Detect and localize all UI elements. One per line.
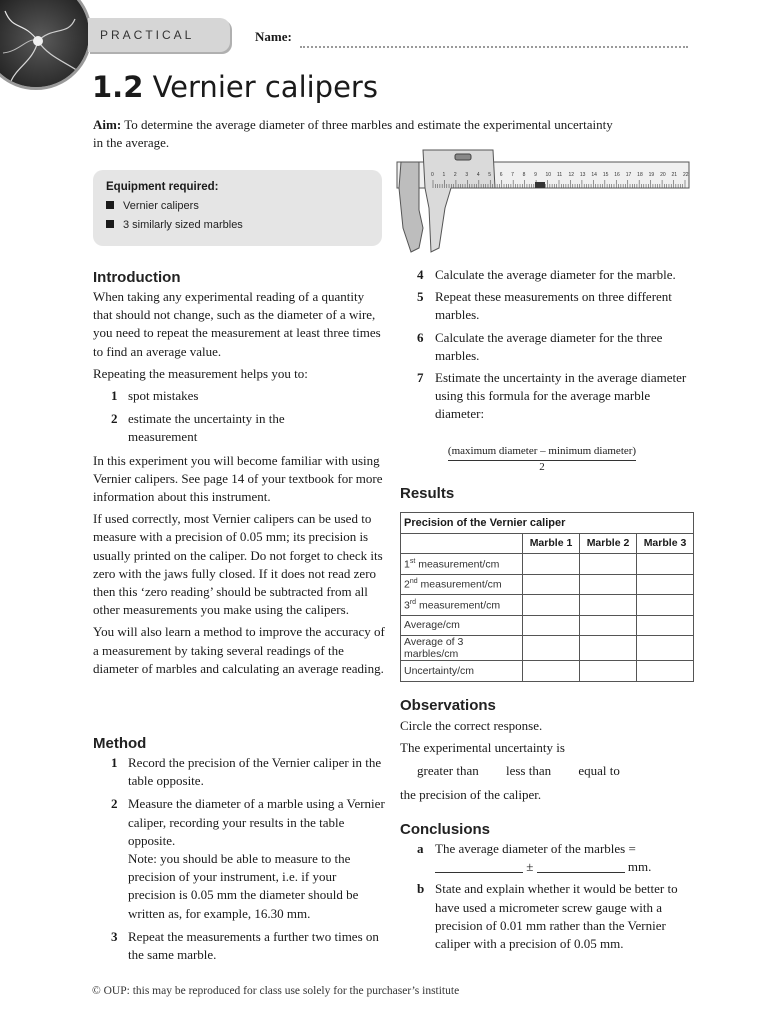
input-cell[interactable]	[523, 574, 580, 595]
option-less-than[interactable]: less than	[505, 763, 552, 778]
aim-label: Aim:	[93, 117, 122, 132]
input-cell[interactable]	[580, 595, 637, 616]
table-row	[401, 554, 694, 575]
item-label: b	[417, 881, 425, 897]
input-cell[interactable]	[523, 636, 580, 661]
scale-tick-label: 22	[683, 172, 689, 178]
list-text: estimate the uncertainty in the measurement	[128, 411, 285, 445]
scale-tick-label: 8	[522, 172, 526, 178]
method-heading: Method	[93, 735, 147, 752]
input-cell[interactable]	[580, 554, 637, 575]
option-equal-to[interactable]: equal to	[578, 763, 620, 778]
equipment-item	[106, 200, 199, 212]
observations-options	[417, 762, 644, 780]
plus-minus-sign: ±	[526, 859, 534, 875]
method-steps-right	[400, 266, 700, 428]
table-row	[401, 615, 694, 636]
scale-tick-label: 20	[660, 172, 666, 178]
row-label: 1st measurement/cm	[401, 554, 523, 575]
introduction-paragraph: Repeating the measurement helps you to:	[93, 365, 308, 381]
conclusion-item-a	[400, 840, 697, 876]
equipment-title: Equipment required:	[106, 181, 219, 193]
step-number: 3	[111, 928, 118, 944]
scale-tick-label: 12	[568, 172, 575, 178]
scale-tick-label: 2	[453, 172, 457, 178]
uncertainty-input-line[interactable]	[537, 860, 625, 873]
method-step	[93, 795, 385, 922]
table-caption: Precision of the Vernier caliper	[401, 513, 694, 534]
conclusion-item-b	[400, 880, 697, 953]
input-cell[interactable]	[580, 574, 637, 595]
input-cell[interactable]	[523, 615, 580, 636]
scale-tick-label: 19	[648, 172, 655, 178]
footer-copyright: © OUP: this may be reproduced for class use solely for the purchaser’s institute	[92, 985, 460, 997]
column-header: Marble 3	[637, 533, 694, 554]
introduction-heading: Introduction	[93, 269, 181, 286]
input-cell[interactable]	[580, 636, 637, 661]
section-label: PRACTICAL	[100, 28, 195, 42]
unit-label: mm.	[627, 859, 652, 875]
table-row	[401, 574, 694, 595]
bullet-square-icon	[106, 220, 114, 228]
step-text: Repeat these measurements on three different marbles.	[435, 289, 672, 323]
scale-tick-label: 1	[442, 172, 446, 178]
name-label: Name:	[255, 29, 292, 44]
step-text: Calculate the average diameter for the marble.	[435, 267, 676, 282]
table-header-row	[401, 533, 694, 554]
introduction-section	[93, 288, 385, 678]
row-label: Average/cm	[401, 615, 523, 636]
uncertainty-formula	[417, 445, 667, 474]
vernier-caliper-illustration	[395, 148, 695, 258]
scale-tick-label: 4	[476, 172, 480, 178]
step-number: 7	[417, 370, 424, 386]
scale-tick-label: 11	[557, 172, 563, 178]
input-cell[interactable]	[637, 574, 694, 595]
page-title	[92, 70, 378, 104]
practical-logo-image	[0, 0, 92, 90]
step-number: 4	[417, 267, 424, 282]
formula-denominator: 2	[539, 461, 545, 473]
introduction-paragraph: If used correctly, most Vernier calipers can be used to measure with a precision of 0.05 mm; its precision is usually printed on the caliper. Do not forget to check its zero with the jaws fully closed. If it does not read zero then this ‘zero reading’ should be subtracted from all other measurements you make using the calipers.	[93, 511, 383, 618]
list-text: spot mistakes	[128, 388, 199, 404]
table-row	[401, 636, 694, 661]
step-text: Measure the diameter of a marble using a Vernier caliper, recording your results in the table opposite.	[128, 796, 385, 848]
introduction-paragraph: When taking any experimental reading of a quantity that should not change, such as the diameter of a wire, you need to repeat the measurement at least three times to find an average value.	[93, 289, 381, 359]
input-cell[interactable]	[637, 554, 694, 575]
method-step	[93, 928, 385, 964]
observations-heading: Observations	[400, 697, 496, 714]
equipment-item	[106, 219, 243, 231]
title-number: 1.2	[92, 70, 144, 104]
method-step	[93, 754, 385, 790]
scale-tick-label: 15	[602, 172, 609, 178]
step-text: Repeat the measurements a further two times on the same marble.	[128, 928, 379, 963]
scale-tick-label: 18	[637, 172, 643, 178]
average-input-line[interactable]	[435, 860, 523, 873]
input-cell[interactable]	[523, 554, 580, 575]
input-cell[interactable]	[523, 661, 580, 682]
scale-tick-label: 7	[511, 172, 514, 178]
step-text: Record the precision of the Vernier caliper in the table opposite.	[128, 755, 382, 789]
list-number: 1	[111, 388, 118, 404]
step-number: 2	[111, 796, 118, 812]
step-note: Note: you should be able to measure to the precision of your instrument, i.e. if your precision is 0.05 mm the diameter should be written as, for example, 16.30 mm.	[128, 851, 359, 921]
introduction-paragraph: In this experiment you will become familiar with using Vernier calipers. See page 14 of your textbook for more information about this instrument.	[93, 452, 383, 505]
aim-paragraph	[93, 116, 623, 152]
name-input-line[interactable]	[300, 46, 688, 48]
aim-text: To determine the average diameter of three marbles and estimate the experimental uncertainty in the average.	[93, 117, 613, 151]
step-number: 6	[417, 329, 424, 345]
conclusions-section	[400, 840, 700, 953]
scale-tick-label: 0	[431, 172, 434, 178]
item-text: The average diameter of the marbles =	[435, 841, 636, 856]
method-step	[400, 329, 697, 365]
list-item	[93, 410, 340, 446]
option-greater-than[interactable]: greater than	[417, 763, 479, 778]
method-step	[400, 266, 697, 284]
step-text: Estimate the uncertainty in the average diameter using this formula for the average marble diameter:	[435, 370, 687, 422]
step-number: 5	[417, 289, 424, 305]
list-item	[93, 387, 385, 405]
results-table	[400, 512, 694, 682]
scale-tick-label: 17	[625, 172, 632, 178]
introduction-paragraph: You will also learn a method to improve the accuracy of a measurement by taking several readings of the diameter of marbles and calculating an average reading.	[93, 624, 385, 676]
input-cell[interactable]	[523, 595, 580, 616]
row-label: Uncertainty/cm	[401, 661, 523, 682]
bullet-square-icon	[106, 201, 114, 209]
row-label: Average of 3 marbles/cm	[401, 636, 523, 661]
scale-tick-label: 14	[591, 172, 597, 178]
equipment-item-text: 3 similarly sized marbles	[123, 219, 243, 231]
input-cell[interactable]	[580, 661, 637, 682]
scale-tick-label: 13	[579, 172, 586, 178]
item-label: a	[417, 841, 424, 856]
method-step	[400, 369, 697, 424]
observations-instruction: Circle the correct response.	[400, 718, 543, 733]
table-row	[401, 595, 694, 616]
column-header: Marble 2	[580, 533, 637, 554]
step-number: 1	[111, 755, 118, 770]
input-cell[interactable]	[580, 615, 637, 636]
item-text: State and explain whether it would be better to have used a micrometer screw gauge with a precision of 0.01 mm rather than the Vernier caliper with a precision of 0.05 mm.	[435, 881, 678, 952]
observations-line: the precision of the caliper.	[400, 787, 542, 802]
scale-tick-label: 16	[614, 172, 620, 178]
conclusions-heading: Conclusions	[400, 821, 491, 838]
method-steps-left	[93, 754, 385, 969]
scale-tick-label: 10	[545, 172, 552, 178]
scale-tick-label: 21	[671, 172, 678, 178]
scale-tick-label: 9	[534, 172, 537, 178]
row-label: 3rd measurement/cm	[401, 595, 523, 616]
input-cell[interactable]	[637, 661, 694, 682]
step-text: Calculate the average diameter for the three marbles.	[435, 329, 663, 363]
title-text: Vernier calipers	[152, 70, 378, 104]
list-number: 2	[111, 411, 118, 427]
observations-line: The experimental uncertainty is	[400, 740, 565, 755]
input-cell[interactable]	[637, 615, 694, 636]
scale-tick-label: 5	[488, 172, 492, 178]
results-heading: Results	[400, 485, 455, 502]
scale-tick-label: 6	[499, 172, 503, 178]
input-cell[interactable]	[637, 636, 694, 661]
input-cell[interactable]	[637, 595, 694, 616]
column-header: Marble 1	[523, 533, 580, 554]
method-step	[400, 288, 697, 324]
scale-tick-label: 3	[465, 172, 469, 178]
row-label: 2nd measurement/cm	[401, 574, 523, 595]
formula-numerator: (maximum diameter – minimum diameter)	[448, 445, 636, 461]
equipment-item-text: Vernier calipers	[123, 200, 199, 212]
table-row	[401, 661, 694, 682]
table-corner-cell	[401, 533, 523, 554]
table-caption-row	[401, 513, 694, 534]
plasma-globe-icon	[0, 0, 89, 87]
